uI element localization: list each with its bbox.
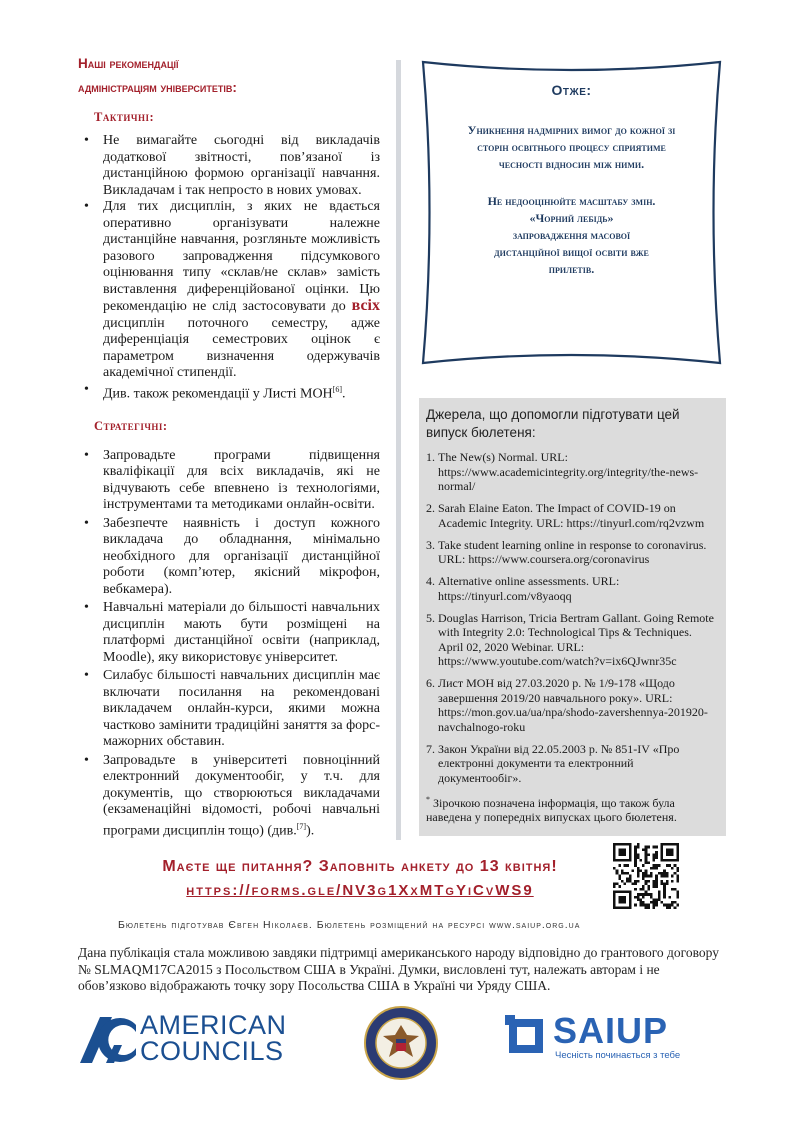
strategic-heading: Стратегічні: <box>94 418 168 433</box>
source-number: 5. <box>426 610 435 625</box>
qr-code-icon[interactable] <box>613 843 679 909</box>
logo-line-2: COUNCILS <box>140 1036 284 1066</box>
callout-content <box>417 60 726 365</box>
list-item <box>103 133 380 199</box>
callout-title: Отже: <box>551 82 592 98</box>
note-text: Зірочкою позначена інформація, що також була наведена у попередніх випусках цього бюлетеня. <box>426 795 677 824</box>
source-number: 3. <box>426 537 435 552</box>
list-item <box>103 516 380 599</box>
sources-list <box>426 450 718 785</box>
list-item-text: Див. також рекомендації у Листі МОН <box>103 386 333 402</box>
sources-intro: Джерела, що допомогли підготувати цей випуск бюлетеня: <box>426 407 680 440</box>
list-item-text: Силабус більшості навчальних дисциплін має включати посилання на рекомендовані викладачем онлайн-курси, якими можна частково замінити традиційні заняття за форс-мажорних обставин. <box>103 668 381 750</box>
state-department-seal-icon <box>363 1005 439 1081</box>
source-text[interactable]: Take student learning online in response to coronavirus. URL: https://www.coursera.org/coronavirus <box>438 537 707 566</box>
source-text[interactable]: Лист МОН від 27.03.2020 р. № 1/9-178 «Щодо завершення 2019/20 навчального року». URL: https://mon.gov.ua/ua/npa/shodo-zavershennya-201920-navchalnogo-roku <box>438 676 708 734</box>
source-item <box>426 574 718 603</box>
source-number: 7. <box>426 741 435 756</box>
logo-line-1: AMERICAN <box>140 1010 287 1040</box>
source-number: 2. <box>426 501 435 515</box>
source-number: 1. <box>426 450 435 464</box>
recommendations-title <box>78 52 380 100</box>
footnote-ref[interactable]: [6] <box>332 384 342 394</box>
title-line-1: Наші рекомендації <box>78 56 179 71</box>
saiup-mark-icon <box>505 1015 547 1057</box>
source-text[interactable]: Sarah Elaine Eaton. The Impact of COVID-19 on Academic Integrity. URL: https://tinyurl.com/rq2vzwm <box>438 501 705 530</box>
source-item <box>426 742 718 786</box>
source-item <box>426 611 718 669</box>
list-item-text: . <box>342 386 346 402</box>
saiup-logo <box>505 1012 715 1068</box>
source-text[interactable]: The New(s) Normal. URL: https://www.academicintegrity.org/integrity/the-news-normal/ <box>438 450 699 493</box>
recommendations-column <box>78 52 380 840</box>
list-item-text: Запровадьте програми підвищення кваліфікації для всіх викладачів, які не відчувають себе впевнено із технологіями, інструментами та методиками онлайн-освіти. <box>103 447 380 513</box>
list-item-text: ). <box>306 823 315 839</box>
source-text[interactable]: Douglas Harrison, Tricia Bertram Gallant. Going Remote with Integrity 2.0: Technological Tips & Techniques. April 02, 2020 Webinar. URL: https://www.youtube.com/watch?v=ix6QJwnr35c <box>438 610 714 668</box>
tactical-heading: Тактичні: <box>94 110 155 124</box>
callout-line: «Чорний лебідь» <box>529 211 614 225</box>
funding-disclaimer: Дана публікація стала можливою завдяки підтримці американського народу відповідно до грантового договору № SLMAQM17CA2015 з Посольством США в Україні. Думки, висловлені тут, належать авторам і не обов’язково відображають точку зору Посольства США в Україні чи Уряду США. <box>78 945 719 993</box>
source-number: 6. <box>426 676 435 690</box>
source-item <box>426 501 718 530</box>
strategic-list <box>78 448 380 840</box>
callout-line: запровадження масової дистанційної вищої освіти вже прилетів. <box>494 228 649 276</box>
callout-line: Не недооцінюйте масштабу змін. <box>487 194 656 208</box>
source-number: 4. <box>426 574 435 588</box>
source-item <box>426 538 718 567</box>
note-star: * <box>426 794 430 804</box>
source-item <box>426 450 718 494</box>
qr-code-graphic <box>613 843 679 909</box>
american-councils-mark-icon <box>80 1015 136 1063</box>
callout-paragraph-2 <box>417 193 726 278</box>
list-item <box>103 668 380 751</box>
american-councils-logo <box>80 1012 300 1068</box>
list-item <box>103 448 380 514</box>
list-item <box>103 199 380 382</box>
list-item <box>103 600 380 666</box>
list-item-text: Забезпечте наявність і доступ кожного викладача до обладнання, мінімально необхідного для організації дистанційної роботи (комп’ютер, якісний мікрофон, вебкамера). <box>103 515 380 597</box>
source-text[interactable]: Закон України від 22.05.2003 р. № 851-IV «Про електронні документи та електронний документообіг». <box>438 741 680 785</box>
saiup-tagline: Чесність починається з тебе <box>555 1050 681 1061</box>
title-line-2: адміністраціям університетів: <box>78 80 237 95</box>
source-item <box>426 676 718 734</box>
list-item-text: Для тих дисциплін, з яких не вдається оперативно організувати належне дистанційне навчання, розгляньте можливість разового запровадження підсумкового оцінювання типу «склав/не склав» замість виставлення диференційованої оцінки. Цю рекомендацію не слід застосовувати до <box>103 199 380 314</box>
list-item-text: Запровадьте в університеті повноцінний електронний документообіг, у т.ч. для документів, що створюються викладачами (екзаменаційні відомості, робочі навчальні програми дисциплін тощо) (див. <box>103 752 380 839</box>
american-councils-wordmark <box>140 1012 287 1064</box>
survey-cta <box>125 858 595 899</box>
sources-note <box>426 793 718 825</box>
seal-graphic <box>363 1005 439 1081</box>
footnote-ref[interactable]: [7] <box>296 821 307 831</box>
column-divider <box>396 60 401 840</box>
bulletin-credits: Бюлетень підготував Євген Ніколаєв. Бюлетень розміщений на ресурсі www.saiup.org.ua <box>118 919 581 931</box>
survey-link[interactable]: https://forms.gle/NV3g1XxMTgYiCvWS9 <box>186 882 534 899</box>
list-item <box>103 753 380 840</box>
tactical-list <box>78 133 380 403</box>
list-item-text: дисциплін поточного семестру, адже диференціація семестрових оцінок є параметром визначення одержувачів академічної стипендії. <box>103 315 380 380</box>
list-item <box>103 382 380 403</box>
list-item-text: Не вимагайте сьогодні від викладачів додаткової звітності, пов’язаної із дистанційною формою організації навчання. Викладачам і так непросто в нових умовах. <box>103 133 380 198</box>
source-text[interactable]: Alternative online assessments. URL: https://tinyurl.com/v8yaoqq <box>438 574 620 603</box>
emphasis-word: всіх <box>351 297 380 314</box>
callout-paragraph-1: Уникнення надмірних вимог до кожної зі сторін освітнього процесу сприятиме чесності відносин між ними. <box>467 123 676 171</box>
sources-box <box>419 398 726 836</box>
conclusion-callout <box>417 60 726 365</box>
list-item-text: Навчальні матеріали до більшості навчальних дисциплін мають бути розміщені на платформі дистанційної освіти (наприклад, Moodle), яку використовує університет. <box>103 600 380 665</box>
saiup-wordmark: SAIUP <box>553 1010 669 1051</box>
survey-question: Маєте ще питання? Заповніть анкету до 13 квітня! <box>162 858 558 875</box>
